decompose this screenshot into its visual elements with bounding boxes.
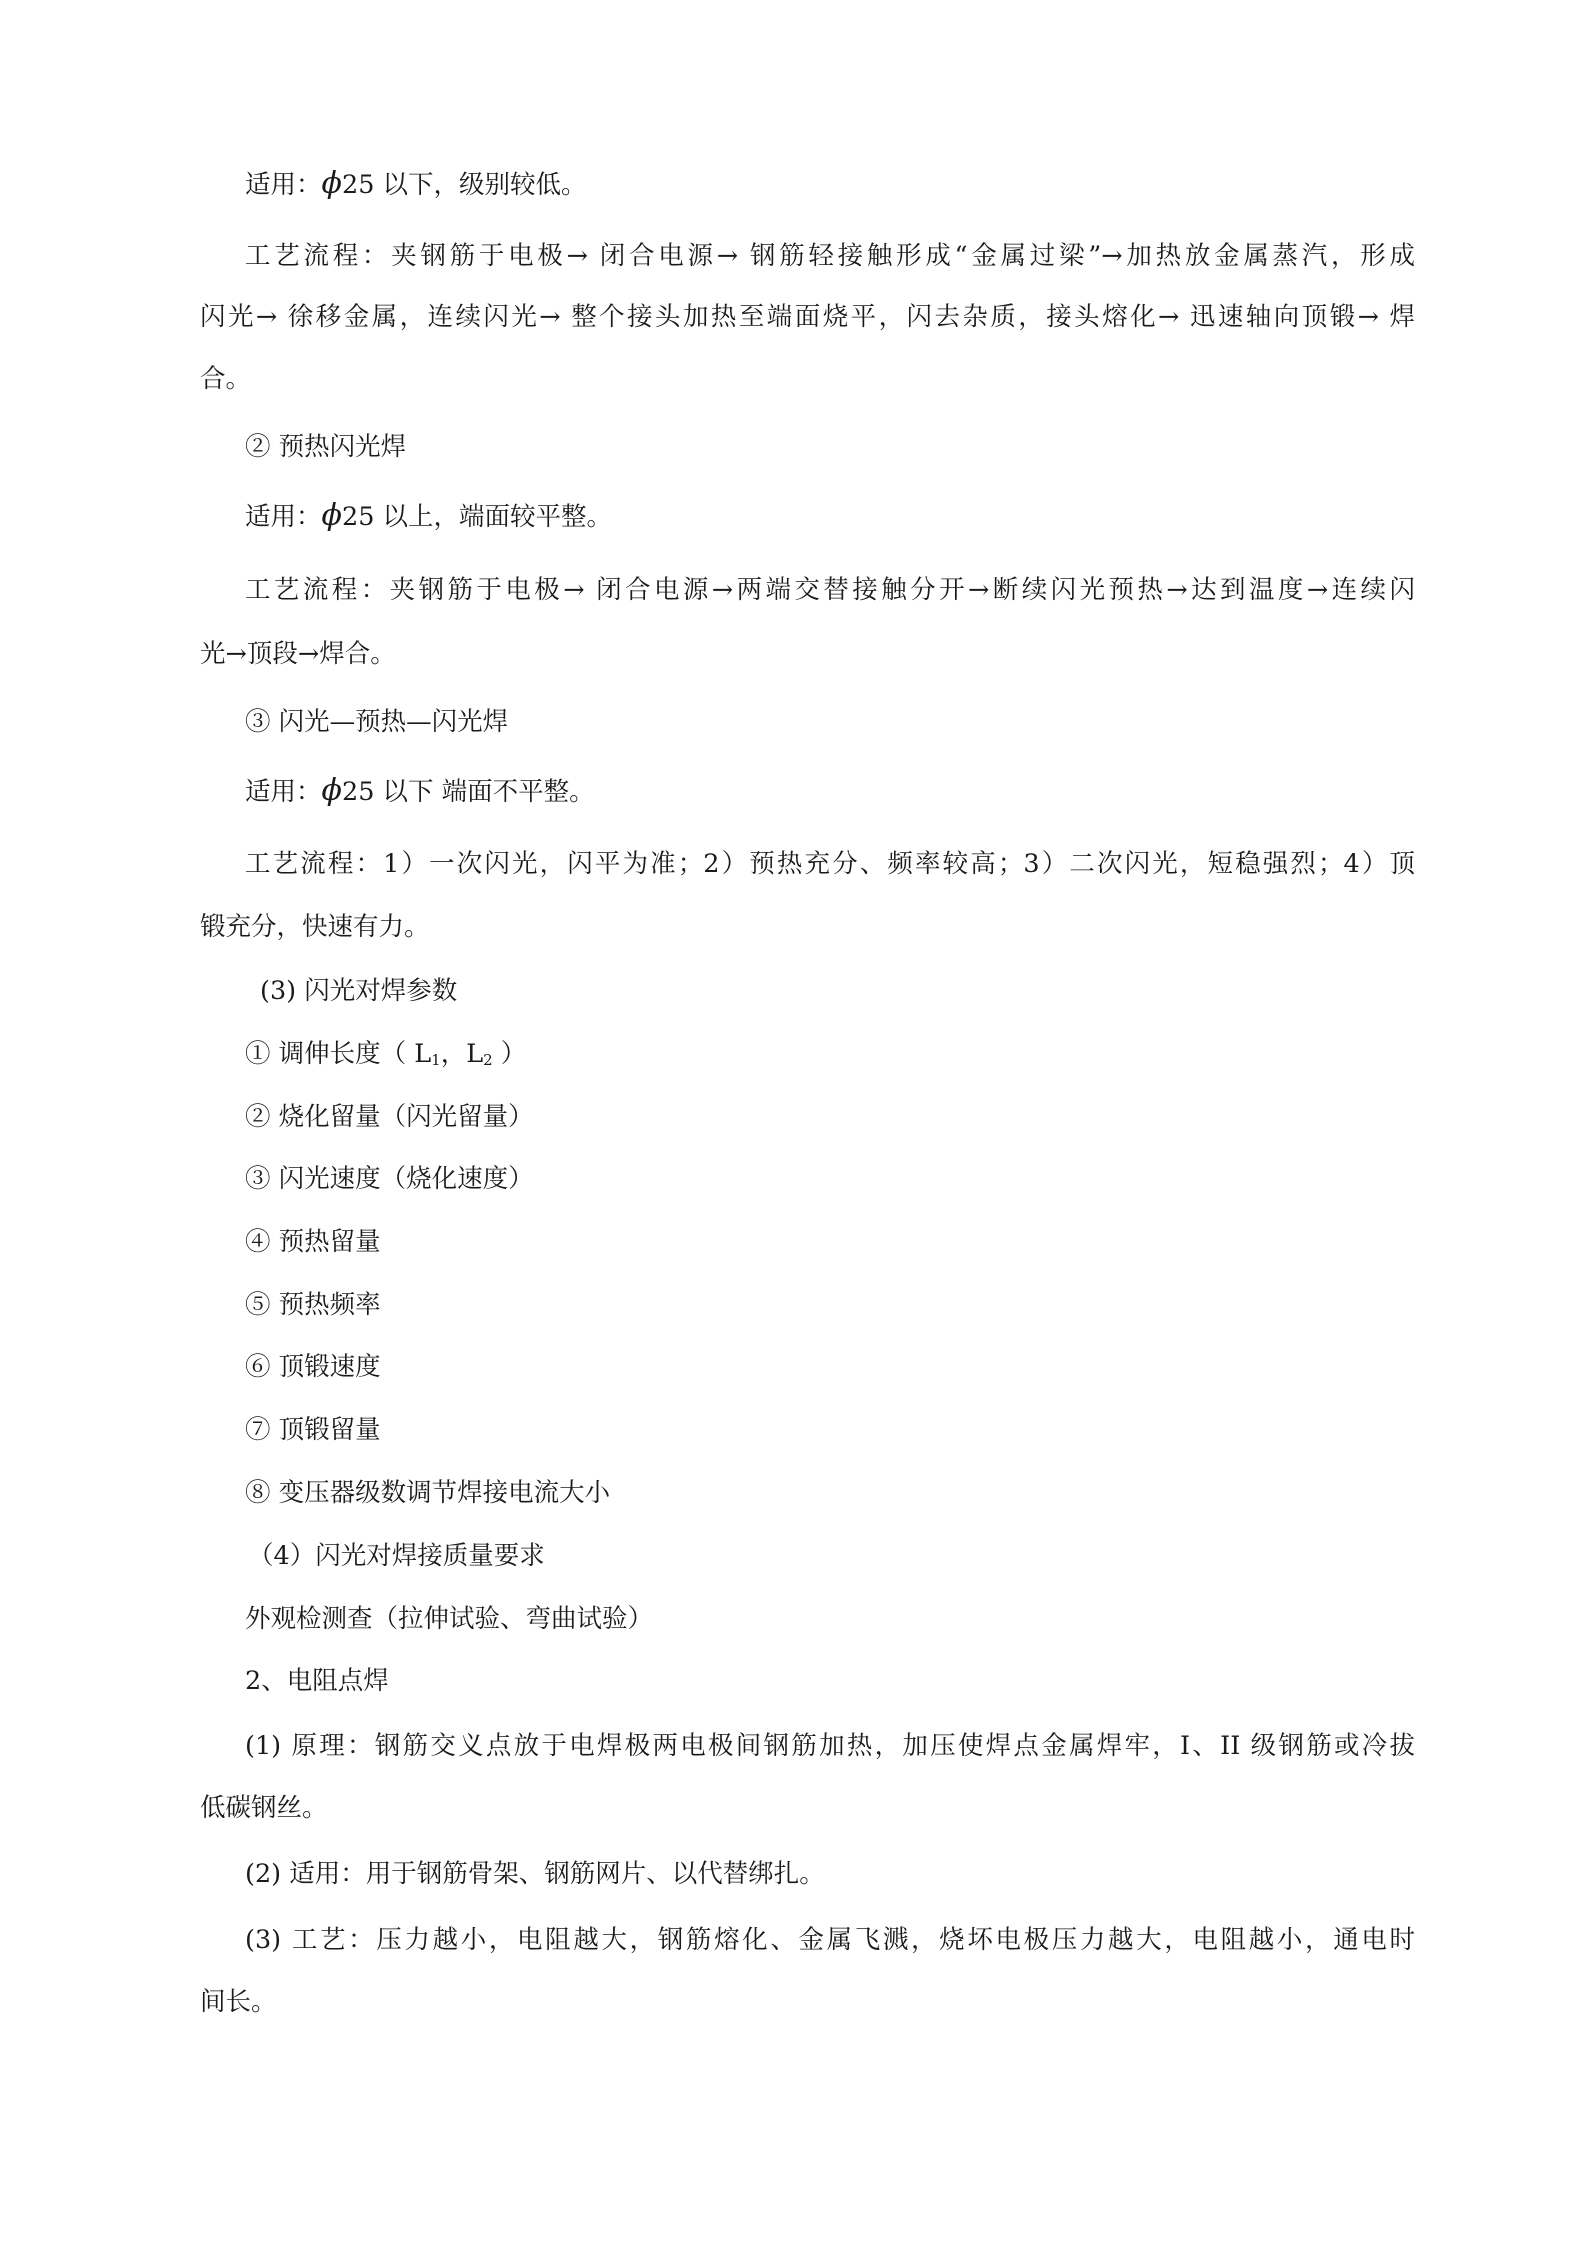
phi-symbol: ϕ [321, 166, 342, 201]
text-applicable-value: 25 以下，级别较低。 [341, 170, 587, 200]
text-applicable-label: 适用： [245, 502, 322, 532]
heading-flash-preheat-flash-weld: ③ 闪光—预热—闪光焊 [245, 707, 509, 737]
phi-symbol: ϕ [321, 773, 342, 808]
text-adjust-length-prefix: ① 调伸长度（ L [245, 1039, 432, 1069]
list-item-burn-off-allowance: ② 烧化留量（闪光留量） [245, 1102, 534, 1132]
text-adjust-length-mid: ，L [440, 1039, 484, 1069]
list-item-upset-allowance: ⑦ 顶锻留量 [245, 1415, 381, 1445]
text-applicable-label: 适用： [245, 170, 322, 200]
paragraph-process-3-line-1: 工艺流程：1）一次闪光，闪平为准；2）预热充分、频率较高；3）二次闪光，短稳强烈；4）顶 [245, 849, 1415, 879]
paragraph-applicable-3 [245, 775, 1415, 808]
paragraph-process-spot-weld-line-1: (3) 工艺：压力越小，电阻越大，钢筋熔化、金属飞溅，烧坏电极压力越大，电阻越小，通电时 [245, 1925, 1415, 1955]
list-item-upset-speed: ⑥ 顶锻速度 [245, 1352, 381, 1382]
subscript-2: 2 [483, 1051, 493, 1069]
paragraph-process-spot-weld-line-2: 间长。 [200, 1987, 277, 2017]
paragraph-process-2-line-1: 工艺流程：夹钢筋于电极→ 闭合电源→两端交替接触分开→断续闪光预热→达到温度→连续闪 [245, 575, 1415, 605]
paragraph-process-3-line-2: 锻充分，快速有力。 [200, 912, 430, 942]
phi-symbol: ϕ [321, 498, 342, 533]
list-item-transformer-stages: ⑧ 变压器级数调节焊接电流大小 [245, 1478, 611, 1508]
list-item-preheat-frequency: ⑤ 预热频率 [245, 1290, 381, 1320]
text-applicable-value: 25 以下 端面不平整。 [341, 777, 595, 807]
text-applicable-value: 25 以上，端面较平整。 [341, 502, 613, 532]
paragraph-process-1-line-1: 工艺流程：夹钢筋于电极→ 闭合电源→ 钢筋轻接触形成“金属过梁”→加热放金属蒸汽，形成 [245, 241, 1415, 271]
heading-preheat-flash-weld: ② 预热闪光焊 [245, 432, 407, 462]
paragraph-applicable-2 [245, 500, 1415, 533]
paragraph-principle-line-1: (1) 原理：钢筋交义点放于电焊极两电极间钢筋加热，加压使焊点金属焊牢，I、II 级钢筋或冷拔 [245, 1731, 1415, 1761]
heading-flash-butt-weld-parameters: (3) 闪光对焊参数 [260, 976, 458, 1006]
paragraph-principle-line-2: 低碳钢丝。 [200, 1793, 328, 1823]
text-adjust-length-suffix: ） [492, 1039, 527, 1069]
list-item-flash-speed: ③ 闪光速度（烧化速度） [245, 1164, 534, 1194]
paragraph-process-1-line-2: 闪光→ 徐移金属，连续闪光→ 整个接头加热至端面烧平，闪去杂质，接头熔化→ 迅速轴向顶锻→ 焊 [200, 302, 1415, 332]
list-item-adjust-length [245, 1038, 1415, 1076]
paragraph-applicable-1 [245, 168, 1415, 201]
heading-resistance-spot-welding: 2、电阻点焊 [245, 1666, 389, 1696]
list-item-preheat-allowance: ④ 预热留量 [245, 1227, 381, 1257]
paragraph-applicable-spot-weld: (2) 适用：用于钢筋骨架、钢筋网片、以代替绑扎。 [245, 1859, 825, 1889]
paragraph-appearance-inspection: 外观检测查（拉伸试验、弯曲试验） [245, 1604, 654, 1634]
paragraph-process-1-line-3: 合。 [200, 364, 252, 394]
subscript-1: 1 [431, 1051, 441, 1069]
paragraph-process-2-line-2: 光→顶段→焊合。 [200, 639, 396, 669]
text-applicable-label: 适用： [245, 777, 322, 807]
heading-quality-requirements: （4）闪光对焊接质量要求 [248, 1541, 545, 1571]
